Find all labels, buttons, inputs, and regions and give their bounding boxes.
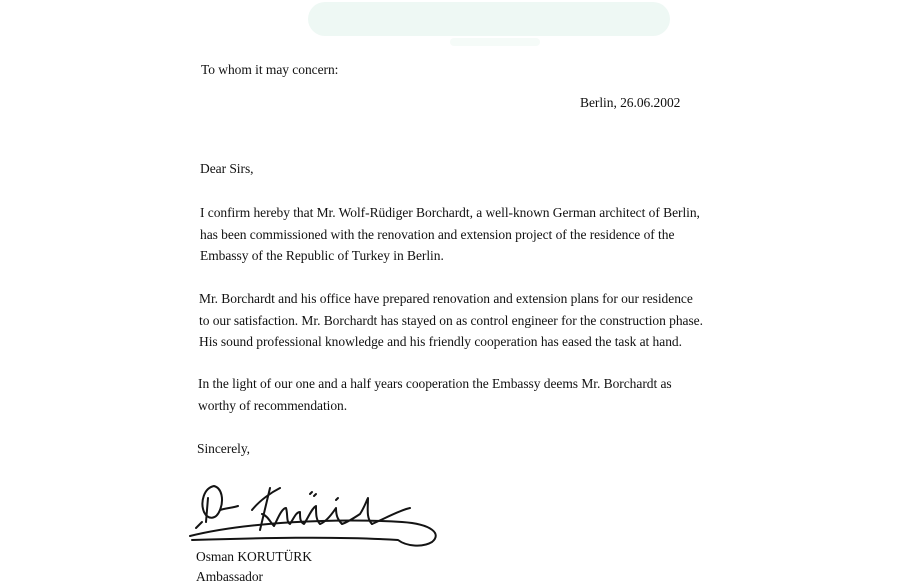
signature-stroke (310, 492, 312, 494)
handwritten-signature (186, 478, 446, 552)
paragraph-1-line: I confirm hereby that Mr. Wolf-Rüdiger Borchardt, a well-known German architect of Berlin, (200, 205, 700, 220)
signature-stroke (196, 522, 202, 528)
paragraph-1-line: Embassy of the Republic of Turkey in Berlin. (200, 248, 444, 263)
greeting: Dear Sirs, (200, 161, 254, 176)
recipient-line: To whom it may concern: (201, 62, 339, 77)
signature-stroke (314, 494, 316, 496)
paragraph-3 (198, 373, 672, 416)
paragraph-2 (199, 288, 703, 353)
closing: Sincerely, (197, 441, 250, 456)
signer-title: Ambassador (196, 569, 263, 584)
paragraph-2-line: to our satisfaction. Mr. Borchardt has stayed on as control engineer for the construction phase. (199, 312, 703, 328)
signature-stroke (206, 498, 208, 522)
paragraph-3-line: In the light of our one and a half years cooperation the Embassy deems Mr. Borchardt as (198, 376, 672, 391)
date-line: Berlin, 26.06.2002 (580, 95, 681, 110)
paragraph-2-line: Mr. Borchardt and his office have prepared renovation and extension plans for our residence (199, 291, 693, 306)
letterhead-band (308, 2, 670, 36)
paragraph-1-line: has been commissioned with the renovation and extension project of the residence of the (200, 226, 675, 242)
signature-stroke (220, 506, 238, 510)
signature-stroke (336, 498, 338, 500)
signature-stroke (190, 521, 436, 546)
signature-stroke (202, 486, 222, 518)
signer-name: Osman KORUTÜRK (196, 549, 312, 564)
letterhead-smudge (450, 38, 540, 46)
paragraph-2-line: His sound professional knowledge and his friendly cooperation has eased the task at hand. (199, 334, 682, 349)
paragraph-1 (200, 202, 700, 267)
paragraph-3-line: worthy of recommendation. (198, 397, 348, 413)
